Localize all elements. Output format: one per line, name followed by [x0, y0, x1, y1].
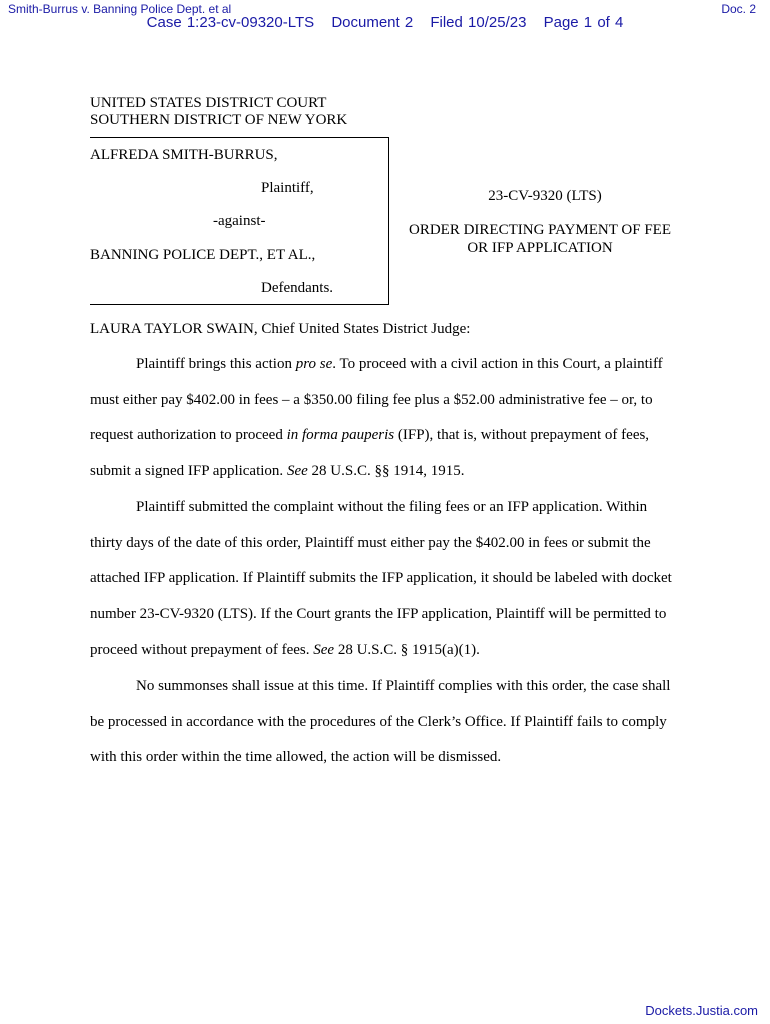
- plaintiff-role: Plaintiff,: [261, 180, 314, 196]
- doc-number-link[interactable]: Doc. 2: [721, 2, 756, 16]
- document-title-link[interactable]: Smith-Burrus v. Banning Police Dept. et al: [8, 2, 232, 16]
- order-title-line-1: ORDER DIRECTING PAYMENT OF FEE: [409, 222, 671, 238]
- defendant-role: Defendants.: [261, 280, 334, 296]
- plaintiff-name: ALFREDA SMITH-BURRUS,: [90, 147, 278, 163]
- against-label: -against-: [213, 213, 266, 229]
- docket-number: 23-CV-9320 (LTS): [488, 188, 602, 204]
- filed-date: Filed 10/25/23: [430, 14, 527, 31]
- paragraph-line: Plaintiff submitted the complaint without the filing fees or an IFP application. Within: [136, 499, 648, 515]
- case-caption-box: [90, 137, 389, 305]
- paragraph-3: [90, 669, 686, 776]
- paragraph-line: be processed in accordance with the procedures of the Clerk’s Office. If Plaintiff fails to comply: [90, 713, 667, 730]
- paragraph-line: must either pay $402.00 in fees – a $350.00 filing fee plus a $52.00 administrative fee – or, to: [90, 391, 653, 408]
- paragraph-2: [90, 490, 686, 669]
- order-title: [390, 221, 690, 257]
- paragraph-line: attached IFP application. If Plaintiff submits the IFP application, it should be labeled with docket: [90, 570, 672, 587]
- court-heading: [90, 95, 347, 129]
- judge-salutation: LAURA TAYLOR SWAIN, Chief United States District Judge:: [90, 321, 471, 337]
- paragraph-line: thirty days of the date of this order, Plaintiff must either pay the $402.00 in fees or submit the: [90, 534, 651, 551]
- paragraph-line: submit a signed IFP application. See 28 U.S.C. §§ 1914, 1915.: [90, 463, 465, 480]
- order-title-line-2: OR IFP APPLICATION: [467, 240, 613, 256]
- justia-footer-link[interactable]: Dockets.Justia.com: [645, 1003, 758, 1018]
- case-number: Case 1:23-cv-09320-LTS: [146, 14, 315, 31]
- paragraph-line: with this order within the time allowed, the action will be dismissed.: [90, 749, 502, 766]
- paragraph-line: proceed without prepayment of fees. See 28 U.S.C. § 1915(a)(1).: [90, 641, 480, 658]
- document-number: Document 2: [331, 14, 414, 31]
- paragraph-line: request authorization to proceed in forma pauperis (IFP), that is, without prepayment of fees,: [90, 427, 650, 444]
- paragraph-line: number 23-CV-9320 (LTS). If the Court grants the IFP application, Plaintiff will be permitted to: [90, 606, 667, 623]
- paragraph-line: Plaintiff brings this action pro se. To proceed with a civil action in this Court, a plaintiff: [136, 356, 663, 372]
- case-header: [0, 14, 770, 31]
- page-indicator: Page 1 of 4: [543, 14, 624, 31]
- defendant-name: BANNING POLICE DEPT., ET AL.,: [90, 247, 316, 263]
- court-district: SOUTHERN DISTRICT OF NEW YORK: [90, 112, 348, 128]
- paragraph-1: [90, 347, 686, 490]
- paragraph-line: No summonses shall issue at this time. If Plaintiff complies with this order, the case shall: [136, 678, 671, 694]
- court-name: UNITED STATES DISTRICT COURT: [90, 95, 327, 111]
